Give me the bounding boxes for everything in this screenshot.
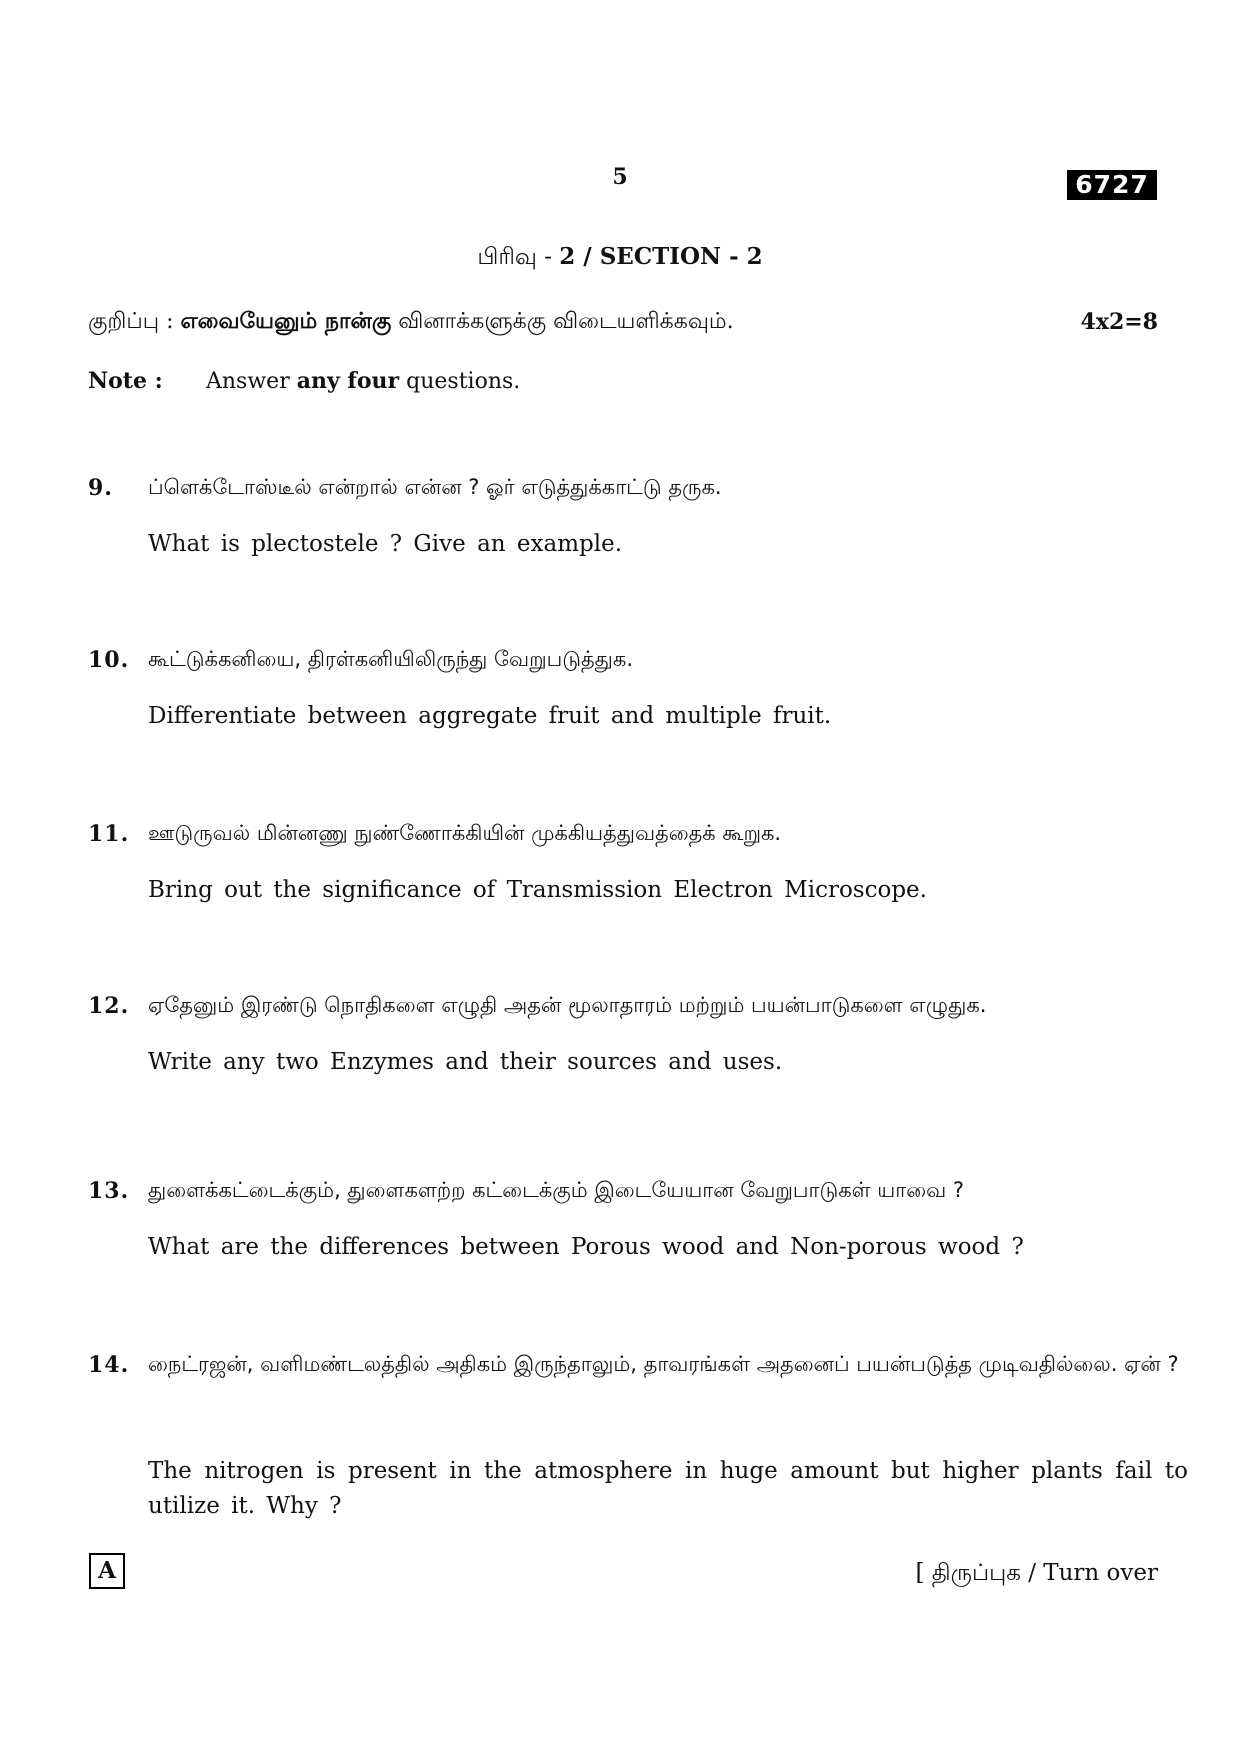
question-tamil-text: ப்ளெக்டோஸ்டீல் என்றால் என்ன ? ஓர் எடுத்துக்காட்டு தருக.	[148, 475, 722, 499]
question-tamil-text: ஏதேனும் இரண்டு நொதிகளை எழுதி அதன் மூலாதாரம் மற்றும் பயன்பாடுகளை எழுதுக.	[148, 993, 987, 1017]
question-tamil-text: நைட்ரஜன், வளிமண்டலத்தில் அதிகம் இருந்தாலும், தாவரங்கள் அதனைப் பயன்படுத்த முடிவதில்லை. ஏன் ?	[148, 1352, 1179, 1376]
question-number: 11.	[88, 821, 130, 847]
note-english-label: Note :	[88, 368, 163, 394]
page-number: 5	[612, 164, 628, 190]
question-number: 13.	[88, 1178, 130, 1204]
question-tamil-text: கூட்டுக்கனியை, திரள்கனியிலிருந்து வேறுபடுத்துக.	[148, 647, 633, 671]
note-english	[88, 368, 520, 394]
question-english-text: The nitrogen is present in the atmosphere in huge amount but higher plants fail to utilize it. Why ?	[148, 1458, 1188, 1519]
question-number: 12.	[88, 993, 130, 1019]
question-tamil-text: ஊடுருவல் மின்னணு நுண்ணோக்கியின் முக்கியத்துவத்தைக் கூறுக.	[148, 821, 782, 845]
note-tamil-rest: வினாக்களுக்கு விடையளிக்கவும்.	[391, 309, 734, 334]
note-tamil-bold: எவையேனும் நான்கு	[180, 308, 392, 334]
question-tamil-text: துளைக்கட்டைக்கும், துளைகளற்ற கட்டைக்கும் இடையேயான வேறுபாடுகள் யாவை ?	[148, 1178, 965, 1202]
question-number: 14.	[88, 1352, 130, 1378]
paper-code-badge: 6727	[1067, 170, 1157, 200]
section-heading-english: 2 / SECTION - 2	[559, 243, 763, 270]
section-heading-tamil: பிரிவு -	[477, 244, 560, 270]
question-number: 9.	[88, 475, 113, 501]
note-english-pre: Answer	[206, 369, 297, 394]
section-heading	[0, 243, 1240, 273]
question-english-text: Bring out the significance of Transmission Electron Microscope.	[148, 877, 927, 903]
note-english-post: questions.	[399, 369, 521, 394]
note-english-bold: any four	[296, 368, 400, 394]
question-english-text: Differentiate between aggregate fruit and multiple fruit.	[148, 703, 832, 729]
marks-allocation: 4x2=8	[1080, 309, 1158, 335]
question-english-text: Write any two Enzymes and their sources and uses.	[148, 1049, 783, 1075]
question-english-text: What are the differences between Porous wood and Non-porous wood ?	[148, 1234, 1024, 1260]
note-tamil-label: குறிப்பு :	[88, 309, 181, 334]
question-number: 10.	[88, 647, 130, 673]
question-english-text: What is plectostele ? Give an example.	[148, 531, 623, 557]
booklet-letter-box: A	[89, 1553, 125, 1589]
turn-over-text: [ திருப்புக / Turn over	[915, 1560, 1158, 1586]
note-tamil	[88, 308, 1158, 337]
